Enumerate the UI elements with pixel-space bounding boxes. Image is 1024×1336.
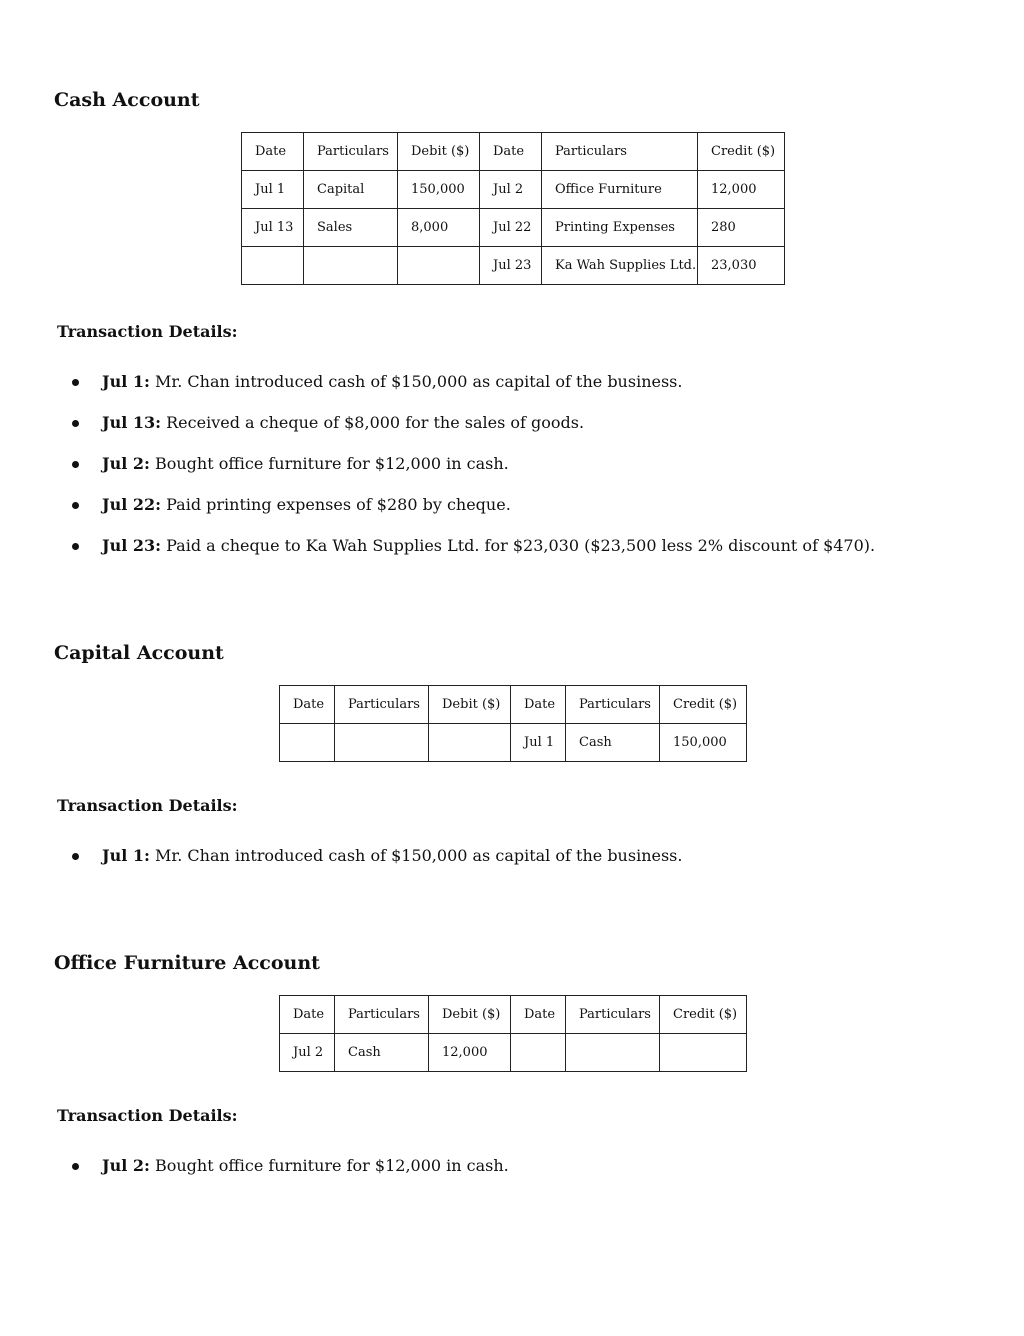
table-cell: 23,030 — [698, 247, 785, 285]
header-credit-particulars: Particulars — [566, 686, 660, 724]
detail-text: Received a cheque of $8,000 for the sales of goods. — [166, 413, 585, 432]
table-cell — [429, 724, 511, 762]
detail-date: Jul 13: — [102, 413, 162, 432]
detail-date: Jul 2: — [102, 1156, 150, 1175]
list-item — [70, 845, 682, 886]
capital-account-table — [279, 685, 747, 762]
cash-details-list — [70, 371, 875, 576]
table-cell: Jul 2 — [480, 171, 542, 209]
table-cell: Jul 22 — [480, 209, 542, 247]
table-cell: Ka Wah Supplies Ltd. — [542, 247, 698, 285]
bullet-icon — [72, 461, 79, 468]
detail-date: Jul 2: — [102, 454, 150, 473]
office-furniture-account-table — [279, 995, 747, 1072]
capital-account-title: Capital Account — [54, 642, 224, 664]
capital-details-list — [70, 845, 682, 886]
table-cell — [280, 724, 335, 762]
office-furniture-details-title: Transaction Details: — [57, 1106, 238, 1125]
table-row — [242, 247, 785, 285]
table-cell: Printing Expenses — [542, 209, 698, 247]
table-cell: Jul 13 — [242, 209, 304, 247]
table-cell: Jul 1 — [242, 171, 304, 209]
detail-date: Jul 1: — [102, 372, 150, 391]
table-cell: 280 — [698, 209, 785, 247]
table-cell — [566, 1034, 660, 1072]
header-credit-amount: Credit ($) — [660, 686, 747, 724]
header-credit-date: Date — [480, 133, 542, 171]
header-credit-particulars: Particulars — [542, 133, 698, 171]
table-cell — [242, 247, 304, 285]
detail-date: Jul 22: — [102, 495, 162, 514]
table-header-row — [242, 133, 785, 171]
capital-details-title: Transaction Details: — [57, 796, 238, 815]
bullet-icon — [72, 853, 79, 860]
table-cell: Capital — [304, 171, 398, 209]
header-debit-amount: Debit ($) — [429, 996, 511, 1034]
table-row — [242, 209, 785, 247]
table-header-row — [280, 996, 747, 1034]
office-furniture-account-title: Office Furniture Account — [54, 952, 320, 974]
detail-text: Mr. Chan introduced cash of $150,000 as capital of the business. — [154, 372, 683, 391]
table-cell: 12,000 — [698, 171, 785, 209]
header-credit-date: Date — [511, 686, 566, 724]
list-item — [70, 494, 875, 535]
table-cell: Jul 23 — [480, 247, 542, 285]
table-cell — [660, 1034, 747, 1072]
list-item — [70, 412, 875, 453]
bullet-icon — [72, 543, 79, 550]
header-credit-amount: Credit ($) — [698, 133, 785, 171]
table-row — [242, 171, 785, 209]
header-debit-particulars: Particulars — [304, 133, 398, 171]
table-cell — [511, 1034, 566, 1072]
bullet-icon — [72, 1163, 79, 1170]
detail-text: Paid a cheque to Ka Wah Supplies Ltd. for $23,030 ($23,500 less 2% discount of $470). — [166, 536, 876, 555]
bullet-icon — [72, 420, 79, 427]
table-cell: Sales — [304, 209, 398, 247]
cash-details-title: Transaction Details: — [57, 322, 238, 341]
detail-text: Mr. Chan introduced cash of $150,000 as capital of the business. — [154, 846, 683, 865]
list-item — [70, 1155, 509, 1196]
header-debit-particulars: Particulars — [335, 996, 429, 1034]
list-item — [70, 453, 875, 494]
header-credit-date: Date — [511, 996, 566, 1034]
table-cell: 150,000 — [660, 724, 747, 762]
table-cell: Jul 2 — [280, 1034, 335, 1072]
table-cell: Cash — [335, 1034, 429, 1072]
table-row — [280, 1034, 747, 1072]
bullet-icon — [72, 379, 79, 386]
table-cell — [398, 247, 480, 285]
list-item — [70, 535, 875, 576]
table-cell — [335, 724, 429, 762]
list-item — [70, 371, 875, 412]
cash-account-table — [241, 132, 785, 285]
header-debit-date: Date — [280, 686, 335, 724]
office-furniture-details-list — [70, 1155, 509, 1196]
detail-date: Jul 23: — [102, 536, 162, 555]
detail-text: Paid printing expenses of $280 by cheque. — [166, 495, 511, 514]
header-debit-date: Date — [242, 133, 304, 171]
table-cell: 8,000 — [398, 209, 480, 247]
header-debit-amount: Debit ($) — [429, 686, 511, 724]
detail-text: Bought office furniture for $12,000 in cash. — [154, 454, 509, 473]
table-row — [280, 724, 747, 762]
header-debit-amount: Debit ($) — [398, 133, 480, 171]
table-cell: 150,000 — [398, 171, 480, 209]
detail-date: Jul 1: — [102, 846, 150, 865]
table-cell: Cash — [566, 724, 660, 762]
header-debit-date: Date — [280, 996, 335, 1034]
header-credit-amount: Credit ($) — [660, 996, 747, 1034]
table-cell: Jul 1 — [511, 724, 566, 762]
cash-account-title: Cash Account — [54, 89, 200, 111]
table-cell: Office Furniture — [542, 171, 698, 209]
table-cell — [304, 247, 398, 285]
detail-text: Bought office furniture for $12,000 in cash. — [154, 1156, 509, 1175]
header-debit-particulars: Particulars — [335, 686, 429, 724]
bullet-icon — [72, 502, 79, 509]
header-credit-particulars: Particulars — [566, 996, 660, 1034]
table-cell: 12,000 — [429, 1034, 511, 1072]
table-header-row — [280, 686, 747, 724]
